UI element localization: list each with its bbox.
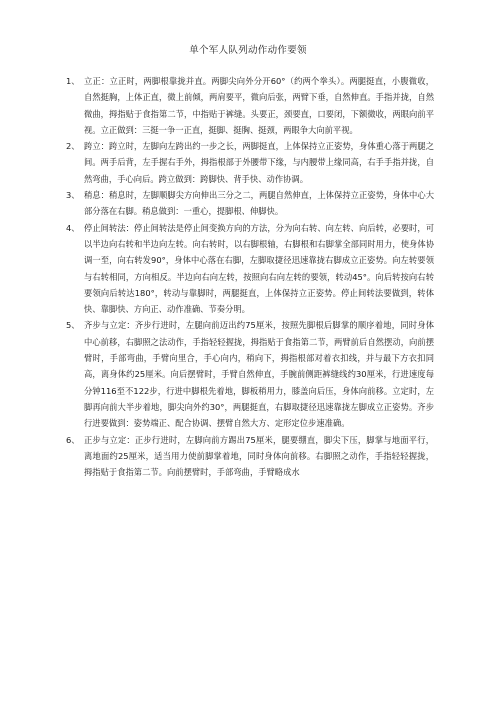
section-text: 跨立：跨立时，左脚向左跨出约一步之长，两脚挺直，上体保持立正姿势，身体重心落于两腿之间。两手后背，左手握右手外，拇指根部于外腰带下缘，与内腰带上缘同高，右手手指并拢，自然弯曲，手心向后。跨立做到：跨脚快、背手快、动作协调。 xyxy=(84,141,434,184)
section-number: 6、 xyxy=(66,434,80,445)
section-list xyxy=(66,73,434,480)
section-item xyxy=(66,432,434,481)
section-text: 停止间转法：停止间转法是停止间变换方向的方法，分为向右转、向左转、向后转，必要时，可以半边向右转和半边向左转。向右转时，以右脚根轴，右脚根和右脚掌全部同时用力，使身体协调一至，向右转发90°，身体中心落在右脚，左脚取捷径迅速靠拢右脚成立正姿势。向左转要领与右转相同，方向相反。半边向右向左转，按照向右向左转的要领，转动45°。向后转按向右转要领向后转达180°，转动与靠脚时，两腿挺直，上体保持立正姿势。停止间转法要做到，转体快、靠脚快、方向正、动作准确、节奏分明。 xyxy=(84,222,434,315)
section-number: 4、 xyxy=(66,222,80,233)
section-number: 2、 xyxy=(66,141,80,152)
section-number: 3、 xyxy=(66,190,80,201)
section-text: 正步与立定：正步行进时，左脚向前方踢出75厘米，腿要绷直，脚尖下压，脚掌与地面平行，离地面约25厘米，适当用力使前脚掌着地，同时身体向前移。右脚照之动作，手指轻轻握拢，拇指贴于食指第二节。向前摆臂时，手部弯曲，手臂略成水 xyxy=(84,434,434,478)
section-text: 稍息：稍息时，左脚顺脚尖方向伸出三分之二，两腿自然伸直，上体保持立正姿势，身体中心大部分落在右脚。稍息做到：一重心，提脚根、伸脚快。 xyxy=(84,190,434,217)
document-title: 单个军人队列动作动作要领 xyxy=(189,45,307,56)
section-item xyxy=(66,317,434,431)
section-item xyxy=(66,187,434,220)
section-item xyxy=(66,73,434,138)
section-item xyxy=(66,220,434,318)
section-item xyxy=(66,138,434,187)
section-text: 立正：立正时，两脚根靠拢并直。两脚尖向外分开60°（约两个拳头）。两腿挺直，小腹微收，自然挺胸，上体正直，微上前倾，两肩要平，微向后张，两臂下垂，自然伸直。手指并拢，自然微曲，拇指贴于食指第二节，中指贴于裤缝。头要正，颈要直，口要闭，下额微收，两眼向前平视。立正做到：三挺一争一正直，挺脚、挺胸、挺颈，两眼争大向前平视。 xyxy=(84,76,434,135)
section-number: 5、 xyxy=(66,320,80,331)
section-text: 齐步与立定：齐步行进时，左腿向前迈出约75厘米，按照先脚根后脚掌的顺序着地，同时身体中心前移，右脚照之法动作，手指轻轻握拢，拇指贴于食指第二节，两臂前后自然摆动，向前摆臂时，手部弯曲，手臂向里合，手心向内，稍向下，拇指根部对着衣扣线，并与最下方衣扣同高，离身体约25厘米。向后摆臂时，手臂自然伸直，手腕前侧距裤缝线约30厘米，行进速度每分钟116至不122步，行进中脚根先着地，脚板稍用力，膝盖向后压，身体向前移。立定时，左脚再向前大半步着地，脚尖向外约30°，两腿挺直，右脚取捷径迅速靠拢左脚成立正姿势。齐步行进要做到：姿势端正、配合协调、摆臂自然大方、定形定位步速准确。 xyxy=(84,320,434,429)
section-number: 1、 xyxy=(66,76,80,86)
